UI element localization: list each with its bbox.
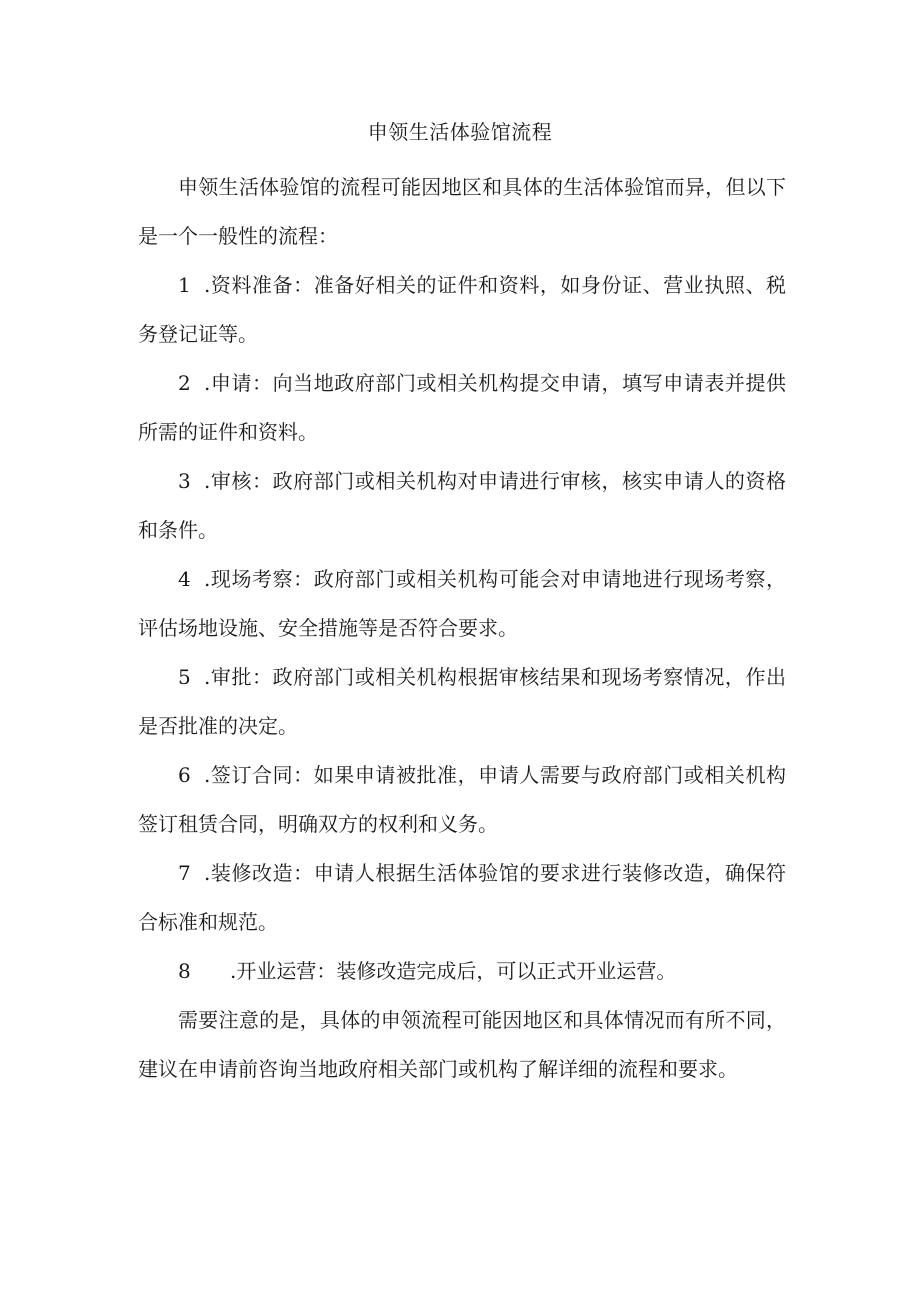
document-body xyxy=(138,163,786,1094)
step-text: .现场考察：政府部门或相关机构可能会对申请地进行现场考察，评估场地设施、安全措施等是否符合要求。 xyxy=(138,567,786,640)
step-7 xyxy=(138,849,786,947)
note-paragraph: 需要注意的是，具体的申领流程可能因地区和具体情况而有所不同，建议在申请前咨询当地政府相关部门或机构了解详细的流程和要求。 xyxy=(138,1008,786,1081)
step-6 xyxy=(138,751,786,849)
step-number: 5 xyxy=(178,665,191,689)
step-text: .审批：政府部门或相关机构根据审核结果和现场考察情况，作出是否批准的决定。 xyxy=(138,665,786,738)
step-4 xyxy=(138,555,786,653)
step-text: .资料准备：准备好相关的证件和资料，如身份证、营业执照、税务登记证等。 xyxy=(138,273,786,346)
step-number: 8 xyxy=(178,959,191,983)
step-number: 1 xyxy=(178,273,191,297)
step-text: .审核：政府部门或相关机构对申请进行审核，核实申请人的资格和条件。 xyxy=(138,469,786,542)
step-number: 7 xyxy=(178,861,191,885)
step-number: 3 xyxy=(178,469,191,493)
intro-paragraph: 申领生活体验馆的流程可能因地区和具体的生活体验馆而异，但以下是一个一般性的流程： xyxy=(138,175,786,248)
step-text: .签订合同：如果申请被批准，申请人需要与政府部门或相关机构签订租赁合同，明确双方的权利和义务。 xyxy=(138,763,786,836)
step-8 xyxy=(138,947,786,996)
step-number: 2 xyxy=(178,371,191,395)
step-text: .装修改造：申请人根据生活体验馆的要求进行装修改造，确保符合标准和规范。 xyxy=(138,861,786,934)
step-text: .开业运营：装修改造完成后，可以正式开业运营。 xyxy=(230,959,677,983)
step-text: .申请：向当地政府部门或相关机构提交申请，填写申请表并提供所需的证件和资料。 xyxy=(138,371,786,444)
step-number: 4 xyxy=(178,567,191,591)
step-3 xyxy=(138,457,786,555)
step-2 xyxy=(138,359,786,457)
step-number: 6 xyxy=(178,763,191,787)
step-1 xyxy=(138,261,786,359)
document-title: 申领生活体验馆流程 xyxy=(367,120,553,144)
step-5 xyxy=(138,653,786,751)
